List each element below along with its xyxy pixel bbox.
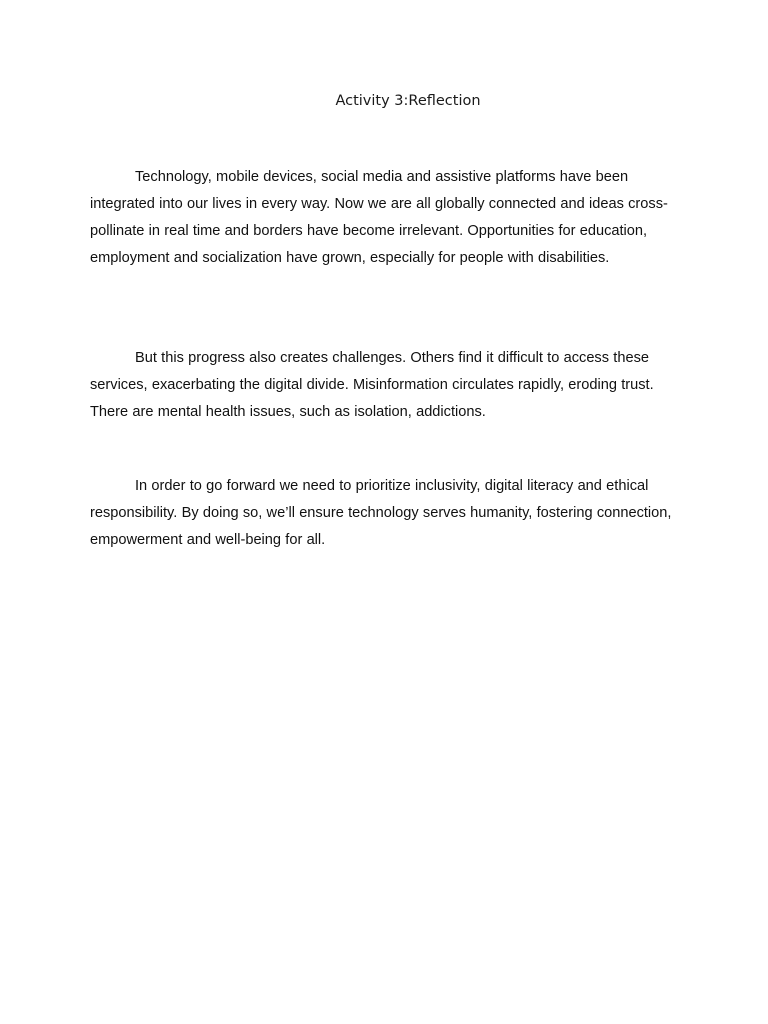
paragraph-technology-integration: Technology, mobile devices, social media and assistive platforms have been integrated into our lives in every way. Now we are all globally connected and ideas cross-pollinate in real time and borders have become irrelevant. Opportunities for education, employment and socialization have grown, especially for people with disabilities. [90, 169, 668, 266]
paragraph-challenges: But this progress also creates challenges. Others find it difficult to access these services, exacerbating the digital divide. Misinformation circulates rapidly, eroding trust. There are mental health issues, such as isolation, addictions. [90, 350, 654, 420]
paragraph-way-forward: In order to go forward we need to prioritize inclusivity, digital literacy and ethical responsibility. By doing so, we’ll ensure technology serves humanity, fostering connection, empowerment and well-being for all. [90, 478, 672, 548]
document-title: Activity 3:Reflection [335, 93, 481, 109]
